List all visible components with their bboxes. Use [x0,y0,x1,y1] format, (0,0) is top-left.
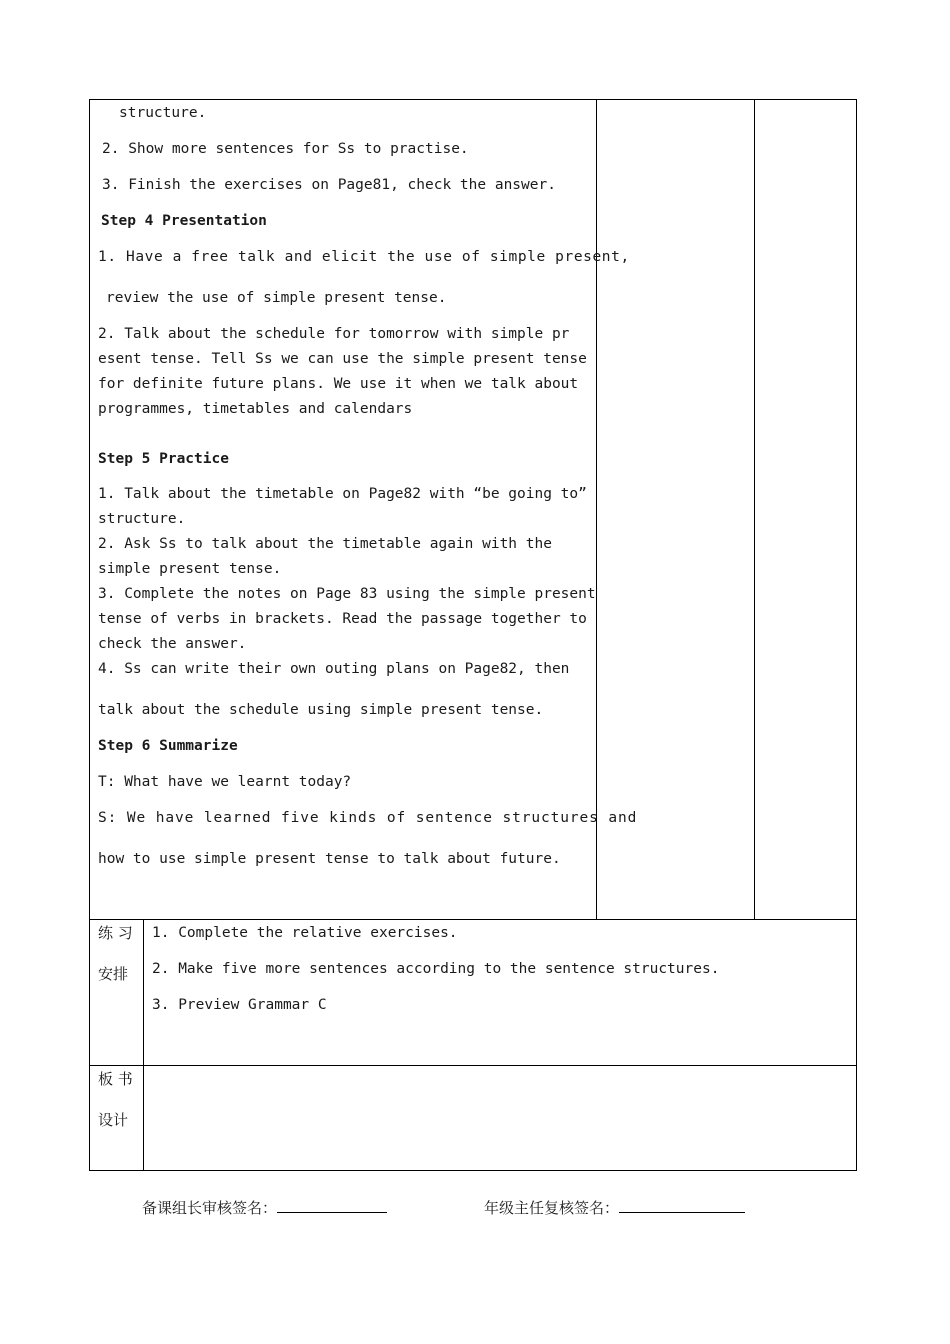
step-5-heading: Step 5 Practice [98,451,229,467]
step-4-heading: Step 4 Presentation [101,213,267,229]
text-line: 3. Finish the exercises on Page81, check the answer. [102,177,556,193]
signature-blank[interactable] [277,1200,387,1213]
table-border-left [89,99,90,1171]
board-design-label: 设计 [98,1111,129,1129]
signature-blank[interactable] [619,1200,745,1213]
text-line: structure. [98,511,186,527]
homework-label: 安排 [98,965,129,983]
homework-item: 3. Preview Grammar C [152,997,327,1013]
text-line: structure. [119,105,207,121]
text-line: check the answer. [98,636,247,652]
table-border-top [89,99,857,100]
table-border-right [856,99,857,1171]
text-line: 2. Show more sentences for Ss to practise. [102,141,469,157]
text-line: 1. Have a free talk and elicit the use of simple present, [98,249,630,265]
text-line: 4. Ss can write their own outing plans on Page82, then [98,661,570,677]
text-line: programmes, timetables and calendars [98,401,413,417]
row-divider-homework [89,919,857,920]
column-divider-1 [596,99,597,920]
text-line: talk about the schedule using simple present tense. [98,702,544,718]
text-line: for definite future plans. We use it when we talk about [98,376,579,392]
grade-director-signature-label: 年级主任复核签名： [484,1199,620,1217]
text-line: review the use of simple present tense. [106,290,447,306]
homework-label: 练 习 [98,924,133,942]
text-line: esent tense. Tell Ss we can use the simple present tense [98,351,587,367]
text-line: simple present tense. [98,561,282,577]
text-line: how to use simple present tense to talk about future. [98,851,561,867]
group-leader-signature-label: 备课组长审核签名： [142,1199,278,1217]
text-line: 1. Talk about the timetable on Page82 with “be going to” [98,486,587,502]
text-line: tense of verbs in brackets. Read the passage together to [98,611,587,627]
text-line: 3. Complete the notes on Page 83 using the simple present [98,586,596,602]
text-line: S: We have learned five kinds of sentence structures and [98,810,638,826]
table-border-bottom [89,1170,857,1171]
homework-item: 1. Complete the relative exercises. [152,925,458,941]
board-design-label: 板 书 [98,1070,133,1088]
group-leader-signature [142,1199,387,1217]
board-design-area [144,1066,856,1170]
grade-director-signature [484,1199,745,1217]
homework-item: 2. Make five more sentences according to the sentence structures. [152,961,720,977]
text-line: 2. Ask Ss to talk about the timetable again with the [98,536,552,552]
column-divider-2 [754,99,755,920]
text-line: 2. Talk about the schedule for tomorrow with simple pr [98,326,570,342]
text-line: T: What have we learnt today? [98,774,352,790]
step-6-heading: Step 6 Summarize [98,738,238,754]
